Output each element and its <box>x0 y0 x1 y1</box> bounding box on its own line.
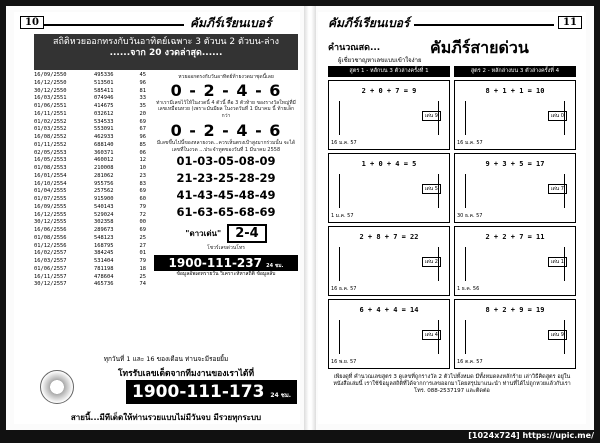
hotline-small-note: ข้อมูลอัพเดทรายวัน วิเคราะห์หาสถิติ ข้อมูลลับ <box>176 270 276 277</box>
draw-x: 20 <box>139 110 146 117</box>
draw-date: 01/12/2556 <box>34 242 67 249</box>
formula-hit: เด่น 7 <box>548 184 567 194</box>
draw-x: 79 <box>139 203 146 210</box>
formula-date: 1 ม.ค. 57 <box>331 213 354 219</box>
formula-date: 1 ธ.ค. 56 <box>457 286 480 292</box>
draw-num: 168795 <box>94 242 114 249</box>
formula-hit: เด่น 2 <box>422 257 441 267</box>
draw-row <box>34 119 152 127</box>
draw-row <box>34 243 152 251</box>
draw-row <box>34 173 152 181</box>
draw-num: 781198 <box>94 265 114 272</box>
formula-equation: 9 + 3 + 5 = 17 <box>485 160 545 168</box>
draw-num: 384245 <box>94 250 114 257</box>
formula-hit: เด่น 1 <box>548 257 567 267</box>
draw-date: 01/11/2552 <box>34 141 67 148</box>
masthead-rule-left <box>44 24 184 26</box>
formula-hit: เด่น 5 <box>422 184 441 194</box>
draw-num: 210008 <box>94 165 114 171</box>
draw-date: 02/05/2553 <box>34 149 67 156</box>
draw-num: 548123 <box>94 234 114 241</box>
draw-date: 16/02/2557 <box>34 250 67 257</box>
draw-date: 16/06/2556 <box>34 227 67 233</box>
draw-x: 83 <box>139 180 146 187</box>
formula-panel <box>328 226 450 296</box>
draw-num: 289673 <box>94 227 114 233</box>
draw-row <box>34 204 152 212</box>
draw-row <box>34 150 152 158</box>
draw-x: 12 <box>139 157 146 164</box>
draw-num: 540143 <box>94 203 114 210</box>
banner-line1: สถิติหวยออกทรงกับวันอาทิตย์เฉพาะ 3 ตัวบน 2 ตัวบน-ล่าง <box>52 37 279 47</box>
draw-num: 478604 <box>94 273 114 280</box>
masthead-left: คัมภีร์เรียนเบอร์ <box>190 16 272 30</box>
formula-equation: 2 + 2 + 7 = 11 <box>485 233 545 241</box>
hot-pick <box>154 224 298 243</box>
draw-row <box>34 80 152 88</box>
formula-panel <box>328 80 450 150</box>
draw-x: 69 <box>139 188 146 195</box>
draw-x: 10 <box>139 165 146 171</box>
draw-date: 01/08/2553 <box>34 165 67 171</box>
draw-num: 534533 <box>94 118 114 125</box>
draw-x: 74 <box>139 281 146 288</box>
formula-panel <box>454 153 576 223</box>
ad-phone-suffix: 24 ชม. <box>270 392 292 399</box>
draw-date: 16/08/2552 <box>34 134 67 140</box>
formula-equation: 2 + 0 + 7 = 9 <box>361 87 417 95</box>
pairs-row: 01-03-05-08-09 <box>176 154 276 168</box>
draw-row <box>34 103 152 111</box>
phone-note: โชวร์เลขด่วนโทร <box>207 245 245 251</box>
draw-date: 01/03/2552 <box>34 126 67 133</box>
draw-row <box>34 219 152 227</box>
formula-date: 16 ม.ค. 57 <box>457 140 483 146</box>
draw-x: 35 <box>139 103 146 109</box>
prediction-column <box>154 74 298 277</box>
draw-date: 16/03/2557 <box>34 258 67 264</box>
draw-date: 01/07/2555 <box>34 196 67 202</box>
formula1-header: สูตร 1 - หลักบน 3 ตัวล่างครั้งที่ 1 <box>328 66 450 77</box>
draw-row <box>34 235 152 243</box>
formula-date: 16 ต.ค. 57 <box>457 359 483 365</box>
draw-row <box>34 274 152 282</box>
draw-num: 074946 <box>94 95 114 102</box>
masthead-right: คัมภีร์เรียนเบอร์ <box>328 16 410 30</box>
formula-date: 16 ม.ค. 57 <box>331 140 357 146</box>
draw-x: 00 <box>139 219 146 226</box>
draw-x: 60 <box>139 196 146 202</box>
draw-x: 18 <box>139 265 146 272</box>
pick1-digits: 0 - 2 - 4 - 6 <box>170 80 282 100</box>
hotline-number: 1900-111-237 <box>168 255 262 270</box>
draw-num: 032612 <box>94 110 114 117</box>
draw-row <box>34 250 152 258</box>
stats-banner <box>34 34 298 70</box>
draw-x: 01 <box>139 250 146 257</box>
formula-equation: 2 + 8 + 7 = 22 <box>359 233 419 241</box>
pick1-note: หวยออกตรงกับวันอาทิตย์ท้ายงวดมาชุดนี้เลย <box>178 74 274 80</box>
draw-row <box>34 157 152 165</box>
draw-row <box>34 258 152 266</box>
draw-x: 96 <box>139 134 146 140</box>
ad-line1: ทุกวันที่ 1 และ 16 ของเดือน ท่านจะมีรอยยิ้ม <box>103 355 229 363</box>
draw-row <box>34 88 152 96</box>
draw-num: 257562 <box>94 188 114 195</box>
right-footer-text: เพียงดูที่ คำนวณเลขสูตร 3 ดูเลขที่ถูกรางวัล 2 ตัวไปทั้งหมด มีทั้งหมดลงหลักร้าย เล่าวิธีคิดสูตร อยู่ในหนังสือเล่มนี้ เราใช้ข้อมูลสถิติที่ได้จากการเลขออกมาโดยสรุปมาแนะนำ ท่านที่ได้ไปถูกหวยแล้วกับเรา โทร. 088-2537197 และติดต่อ <box>333 374 571 394</box>
magazine-spread <box>6 6 594 430</box>
draw-date: 16/12/2555 <box>34 211 67 218</box>
pick1-note2: ท่าเรามีเลขไว้ให้ในงวดนี้ 4 ตัวนี้ คือ 3 ตัวท้าย ของรางวัลใหญ่ที่มีเลขเหมือนหวย (เพราะมันมีผล ในงวดวันที่ 1 มีนาคม นี้ ท้ายเล็กกว่า <box>156 99 296 119</box>
draw-row <box>34 72 152 80</box>
draw-date: 16/10/2554 <box>34 180 67 187</box>
formula-date: 16 ธ.ค. 57 <box>331 286 357 292</box>
hot-pick-label: "ดาวเด่น" <box>185 229 222 238</box>
ad-phone-box <box>126 380 297 404</box>
draw-x: 27 <box>139 242 146 249</box>
section-title-small: คำนวณสด... <box>328 43 381 53</box>
draw-x: 72 <box>139 211 146 218</box>
formula-equation: 1 + 0 + 4 = 5 <box>361 160 417 168</box>
draw-date: 16/09/2555 <box>34 203 67 210</box>
draw-num: 513501 <box>94 79 114 86</box>
draw-row <box>34 126 152 134</box>
draw-num: 529024 <box>94 211 114 218</box>
hotline-box <box>154 255 298 271</box>
draw-row <box>34 111 152 119</box>
draw-date: 16/11/2557 <box>34 273 67 280</box>
draw-num: 460012 <box>94 157 114 164</box>
draw-x: 79 <box>139 258 146 264</box>
binding-gutter <box>304 6 316 430</box>
draw-date: 01/02/2552 <box>34 118 67 125</box>
draw-num: 462933 <box>94 134 114 140</box>
formula-date: 30 ธ.ค. 57 <box>457 213 483 219</box>
draw-num: 585411 <box>94 87 114 94</box>
pairs-list <box>154 153 298 221</box>
draw-num: 302358 <box>94 219 114 226</box>
section-title-big: คัมภีร์สายด่วน <box>430 38 529 57</box>
draw-x: 33 <box>139 95 146 102</box>
pairs-row: 41-43-45-48-49 <box>176 188 276 202</box>
draw-num: 553091 <box>94 126 114 133</box>
draw-num: 531404 <box>94 258 114 264</box>
formula-equation: 8 + 2 + 9 = 19 <box>485 306 545 314</box>
formula-panel <box>328 153 450 223</box>
draw-num: 915900 <box>94 196 114 202</box>
draw-row <box>34 95 152 103</box>
masthead-rule-right <box>414 24 554 26</box>
draw-row <box>34 181 152 189</box>
hot-pick-value: 2-4 <box>227 224 267 243</box>
draw-row <box>34 165 152 173</box>
watermark: [1024x724] https://upic.me/ <box>468 431 594 440</box>
bottom-advert <box>34 354 298 424</box>
formula-panel <box>328 299 450 369</box>
banner-line2: ......จาก 20 งวดล่าสุด...... <box>109 48 223 58</box>
draw-date: 01/06/2551 <box>34 103 67 109</box>
draw-x: 85 <box>139 141 146 148</box>
draw-num: 955756 <box>94 180 114 187</box>
draw-num: 688140 <box>94 141 114 148</box>
draw-date: 30/12/2550 <box>34 87 67 94</box>
draw-date: 30/12/2557 <box>34 281 67 288</box>
draw-date: 01/06/2557 <box>34 265 67 272</box>
draw-x: 81 <box>139 87 146 94</box>
draw-x: 06 <box>139 149 146 156</box>
formula-date: 16 พ.ย. 57 <box>331 359 357 365</box>
draw-num: 281062 <box>94 172 114 179</box>
draw-date: 30/12/2555 <box>34 219 67 226</box>
formula-hit: เด่น 9 <box>422 111 441 121</box>
draw-x: 96 <box>139 79 146 86</box>
draw-row <box>34 266 152 274</box>
sun-icon <box>40 370 74 404</box>
ad-footer: สายนี้...มีทีเด็ดให้ท่านรวยแบบไม่มีวันจบ มีรวยทุกระบบ <box>70 413 262 422</box>
draw-date: 16/11/2551 <box>34 110 67 117</box>
ad-phone-number: 1900-111-173 <box>132 382 265 402</box>
draw-row <box>34 212 152 220</box>
pick2-digits: 0 - 2 - 4 - 6 <box>170 121 282 140</box>
draw-num: 495336 <box>94 72 114 78</box>
draw-num: 465736 <box>94 281 114 288</box>
draw-row <box>34 196 152 204</box>
draw-x: 25 <box>139 234 146 241</box>
draw-x: 67 <box>139 126 146 133</box>
pairs-row: 21-23-25-28-29 <box>176 171 276 185</box>
formula-panel <box>454 80 576 150</box>
draw-date: 16/03/2551 <box>34 95 67 102</box>
draw-date: 16/05/2553 <box>34 157 67 164</box>
ad-headline: โทรรับเลขเด็ดจากทีมงานของเราได้ที่ <box>117 369 255 379</box>
draw-date: 16/09/2550 <box>34 72 67 78</box>
draw-date: 01/08/2556 <box>34 234 67 241</box>
left-page <box>14 12 300 424</box>
formula-panel <box>454 299 576 369</box>
formula-hit: เด่น 9 <box>548 330 567 340</box>
formula-hit: เด่น 4 <box>422 330 441 340</box>
draw-row <box>34 281 152 289</box>
draw-x: 69 <box>139 118 146 125</box>
formula-hit: เด่น 0 <box>548 111 567 121</box>
draw-x: 69 <box>139 227 146 233</box>
page-number-right: 11 <box>558 16 582 29</box>
section-subtitle: ผู้เชี่ยวชาญหาเลขแบบเข้าใจง่าย <box>338 57 422 64</box>
draw-row <box>34 142 152 150</box>
page-number-left: 10 <box>20 16 44 29</box>
formula-panel <box>454 226 576 296</box>
pairs-row: 61-63-65-68-69 <box>176 205 276 219</box>
draw-x: 23 <box>139 172 146 179</box>
draw-num: 360371 <box>94 149 114 156</box>
draw-row <box>34 134 152 142</box>
draw-num: 414675 <box>94 103 114 109</box>
right-page <box>318 12 586 424</box>
draw-date: 16/12/2550 <box>34 79 67 86</box>
draw-history-table <box>34 72 152 289</box>
draw-date: 01/04/2555 <box>34 188 67 195</box>
draw-x: 45 <box>139 72 146 78</box>
hotline-suffix: 24 ชม. <box>266 262 284 269</box>
formula-equation: 8 + 1 + 1 = 10 <box>485 87 545 95</box>
draw-date: 16/01/2554 <box>34 172 67 179</box>
draw-row <box>34 188 152 196</box>
pick2-note: มีเลขขึ้นไปนี้ของหลายงวด...ควรเห็นตรงเป้าสูงมากร่วมนั้น จะได้เลขที่ในงวด ...ประจำทูตของวันที่ 1 มีนาคม 2558 <box>156 140 296 153</box>
formula2-header: สูตร 2 - หลักล่างบน 3 ตัวล่างครั้งที่ 4 <box>454 66 576 77</box>
draw-x: 25 <box>139 273 146 280</box>
formula-equation: 6 + 4 + 4 = 14 <box>359 306 419 314</box>
draw-row <box>34 227 152 235</box>
